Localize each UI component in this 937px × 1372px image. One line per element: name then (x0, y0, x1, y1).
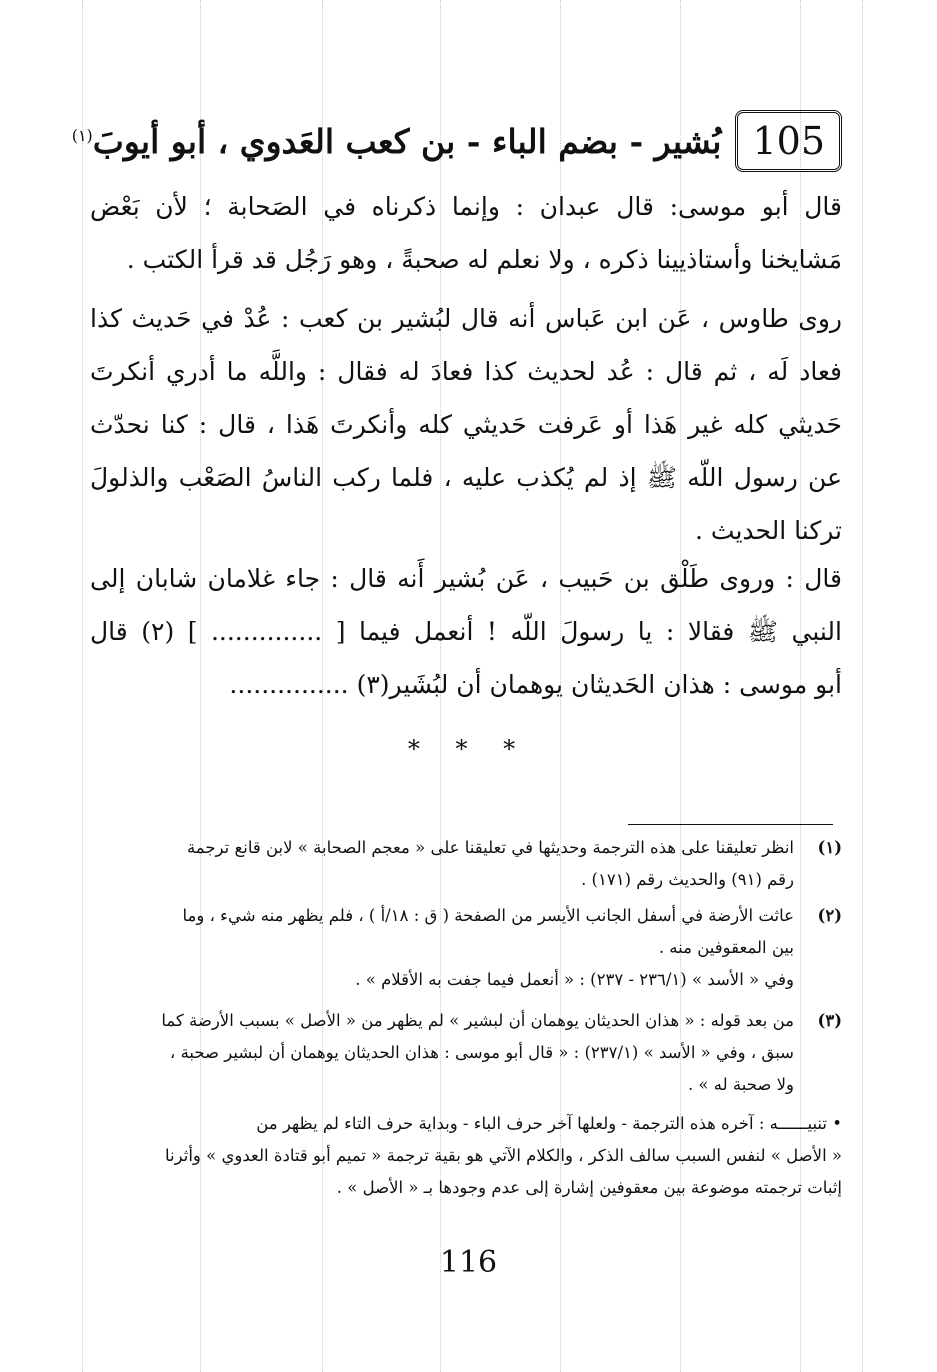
footnote-mark: (١) (817, 838, 842, 857)
footnote-3 (90, 1005, 842, 1101)
note-line: إثبات ترجمته موضوعة بين معقوفين إشارة إلى عدم وجودها بـ « الأصل » . (336, 1178, 842, 1197)
guide-line (82, 0, 83, 1372)
text-line: مَشايخنا وأستاذيينا ذكره ، ولا نعلم له صحبةً ، وهو رَجُل قد قرأ الكتب . (126, 245, 842, 274)
footnote-2 (90, 900, 842, 996)
footnote-mark: (٣) (817, 1011, 842, 1030)
text-line: قال : وروى طَلْق بن حَبيب ، عَن بُشير أَنه قال : جاء غلامان شابان إلى (90, 564, 842, 593)
entry-header (71, 108, 842, 174)
entry-title (72, 122, 722, 161)
footnote-line: من بعد قوله : « هذان الحديثان يوهمان أن لبشير » لم يظهر من « الأصل » بسبب الأرضة كما (161, 1011, 794, 1030)
page-number: 116 (439, 1245, 498, 1280)
paragraph-2 (90, 292, 842, 557)
note-line: • تنبيــــــه : آخره هذه الترجمة - ولعلها آخر حرف الباء - وبداية حرف التاء لم يظهر من (256, 1114, 842, 1133)
footnote-line: انظر تعليقنا على هذه الترجمة وحديثها في تعليقنا على « معجم الصحابة » لابن قانع ترجمة (186, 838, 794, 857)
footnote-line: سبق ، وفي « الأسد » (٢٣٧/١) : « قال أبو موسى : هذان الحديثان يوهمان أن لبشير صحبة ، (170, 1043, 794, 1062)
text-line: فعاد لَه ، ثم قال : عُد لحديث كذا فعادَ له فقال : واللَّه ما أدري أنكرتَ (90, 357, 842, 386)
text-line: قال أبو موسى: قال عبدان : وإنما ذكرناه في الصَحابة ؛ لأن بَعْض (90, 192, 842, 221)
entry-number-box: 105 (735, 110, 842, 172)
footnote-line: رقم (٩١) والحديث رقم (١٧١) . (581, 870, 794, 889)
footnote-rule (628, 824, 833, 825)
footnote-line: عاثت الأرضة في أسفل الجانب الأيسر من الصفحة ( ق : ١٨/أ ) ، فلم يظهر منه شيء ، وما (182, 906, 794, 925)
text-line: أبو موسى : هذان الحَديثان يوهمان أن لبُشَير(٣) ............... (229, 670, 842, 699)
entry-title-text: بُشير - بضم الباء - بن كعب العَدوي ، أبو أيوبَ (92, 121, 722, 161)
note-line: « الأصل » لنفس السبب سالف الذكر ، والكلام الآتي هو بقية ترجمة « تميم أبو قتادة العدوي » وأثرنا (165, 1146, 842, 1165)
section-separator: * * * (407, 735, 530, 763)
text-line: النبي ﷺ فقالا : يا رسولَ اللّه ! أنعمل فيما [ .............. ] (٢) قال (90, 617, 842, 646)
footnote-line: وفي « الأسد » (٢٣٦/١ - ٢٣٧) : « أنعمل فيما جفت به الأقلام » . (355, 970, 794, 989)
paragraph-3 (90, 552, 842, 711)
paragraph-1 (90, 180, 842, 286)
text-line: روى طاوس ، عَن ابن عَباس أنه قال لبُشير بن كعب : عُدْ في حَديث كذا (90, 304, 842, 333)
guide-line (862, 0, 863, 1372)
text-line: عن رسول اللّه ﷺ إذ لم يُكذب عليه ، فلما ركب الناسُ الصَعْب والذلولَ (90, 463, 842, 492)
text-line: تركنا الحديث . (695, 516, 842, 545)
text-line: حَديثي كله غير هَذا أو عَرفت حَديثي كله وأنكرتَ هَذا ، قال : كنا نحدّث (90, 410, 842, 439)
footnote-line: بين المعقوفين منه . (658, 938, 794, 957)
footnote-1 (90, 832, 842, 896)
editor-note (90, 1108, 842, 1204)
footnote-mark: (٢) (817, 906, 842, 925)
title-footnote-ref: (١) (71, 125, 93, 145)
footnote-line: ولا صحبة له » . (687, 1075, 794, 1094)
